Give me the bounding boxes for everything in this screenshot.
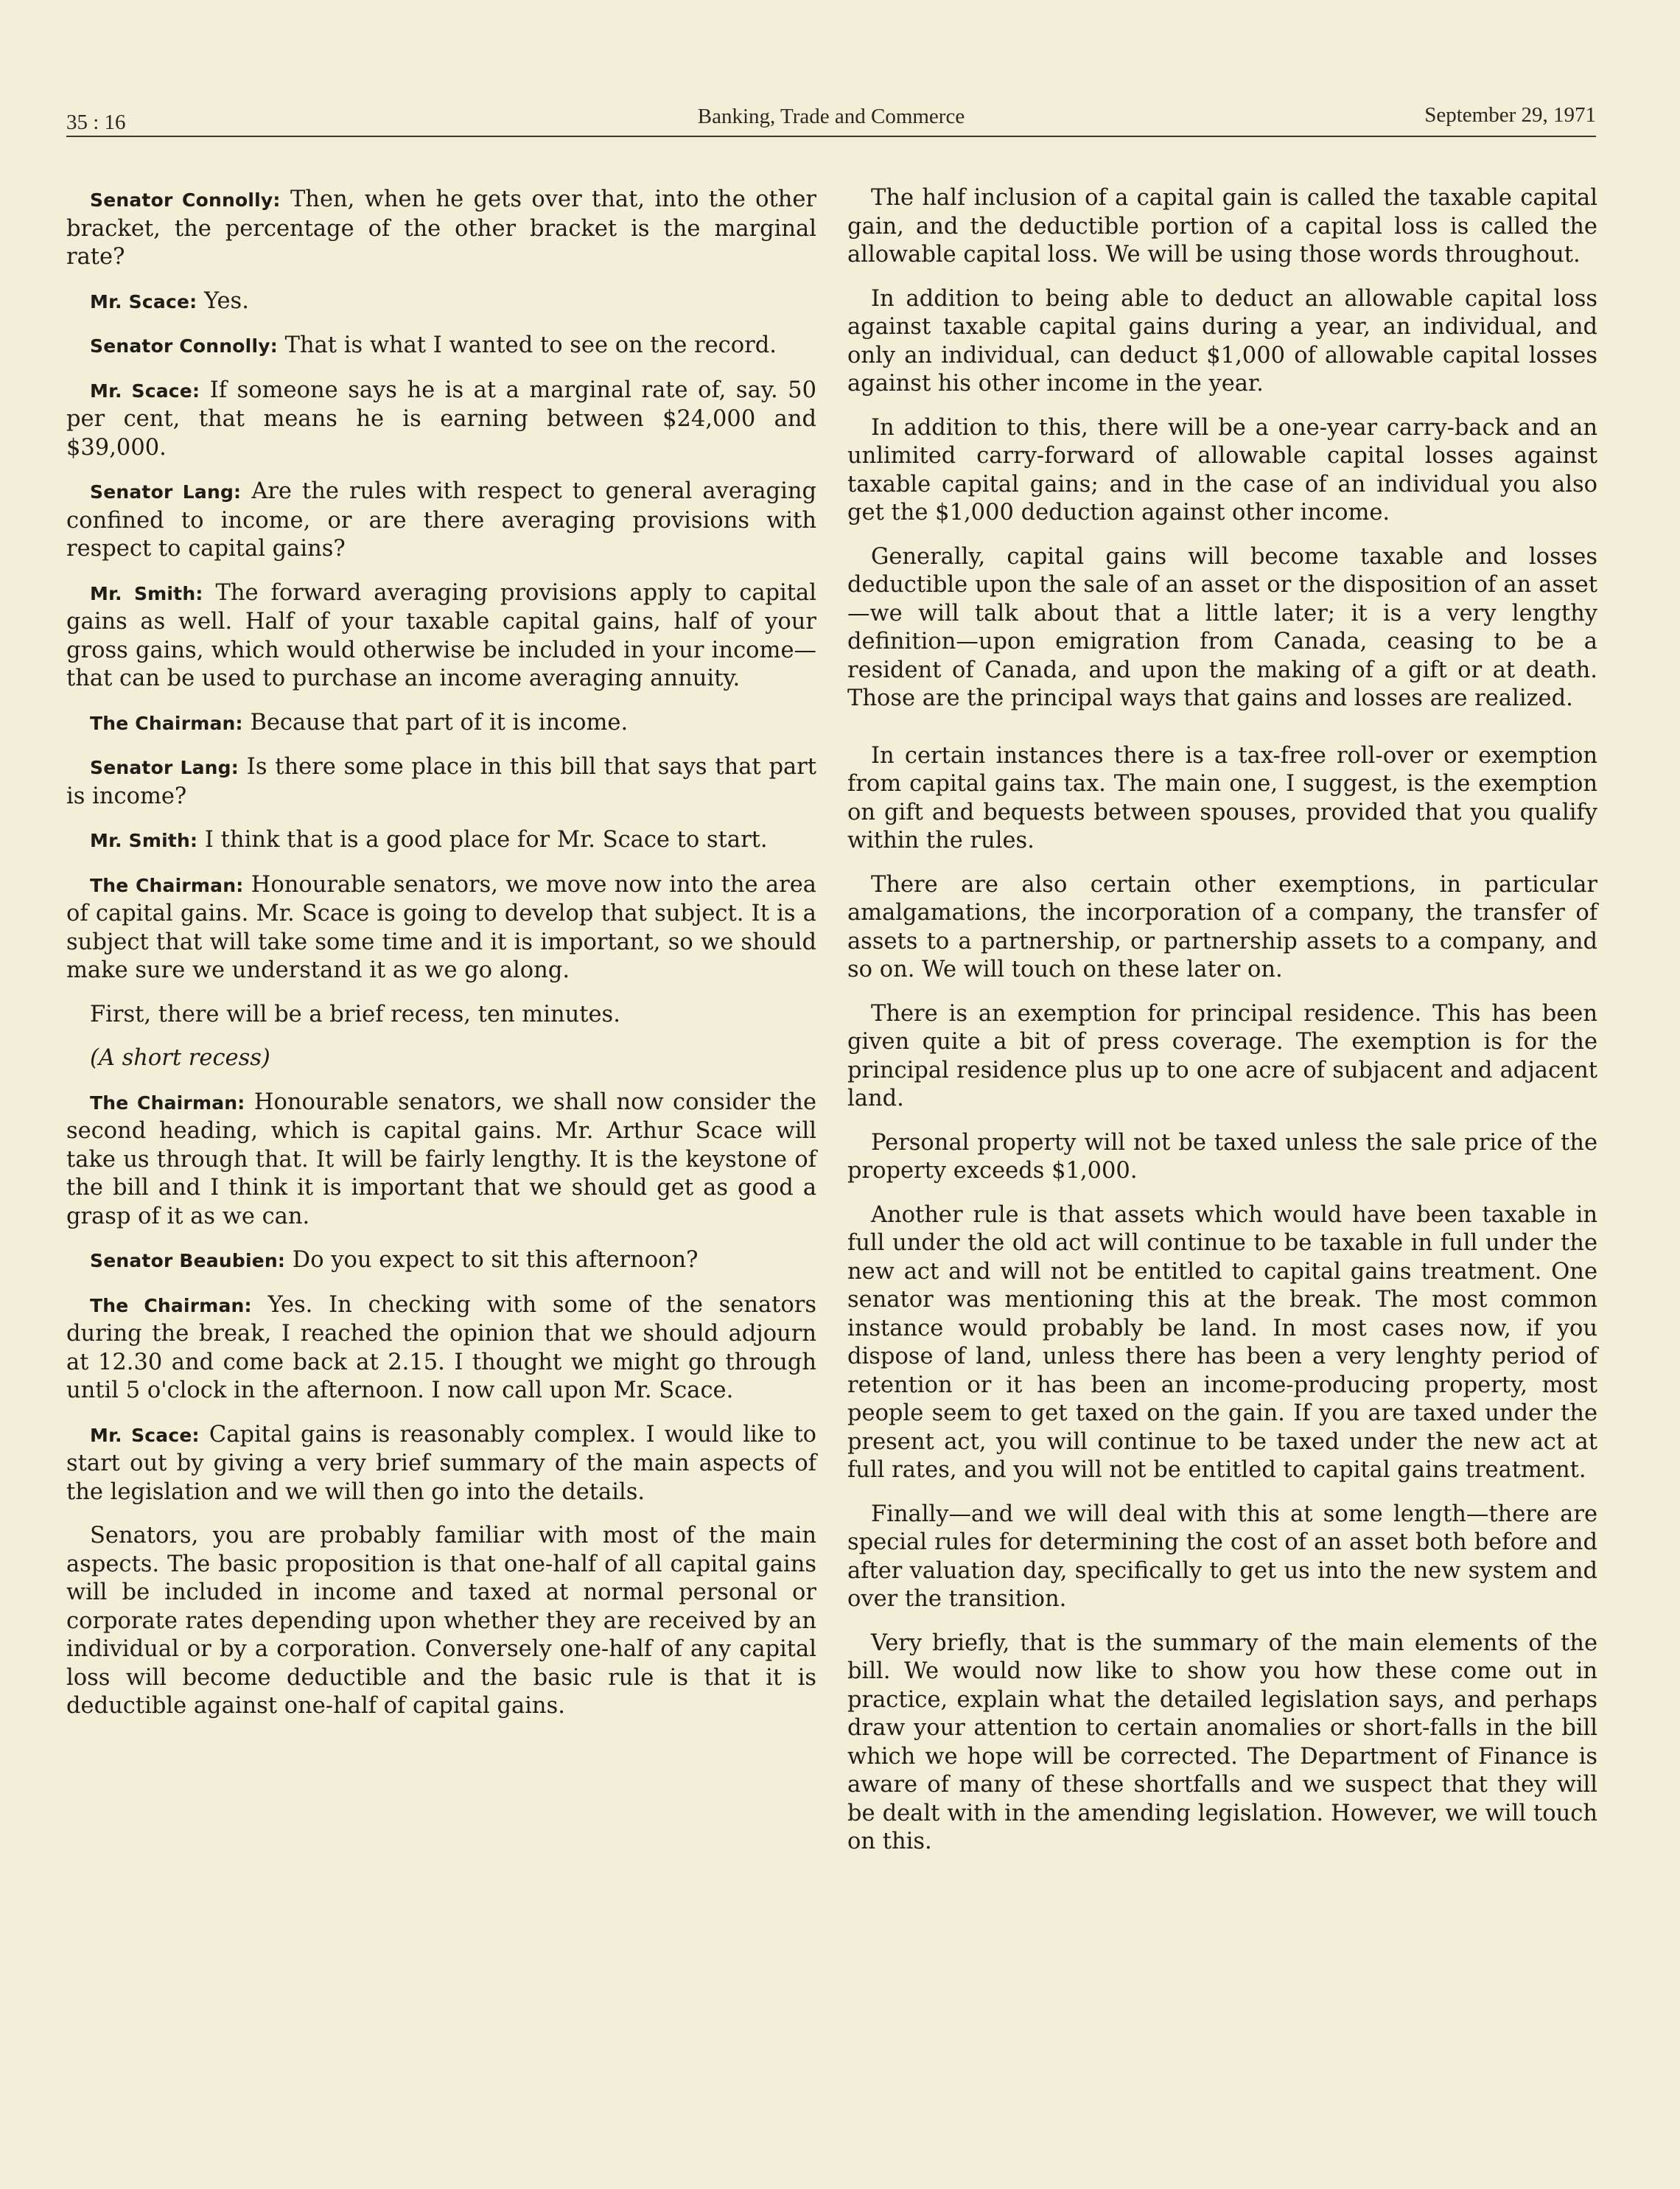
paragraph-text: Another rule is that assets which would have been taxable in full under the old act will continue to be taxable in full under the new act and will not be entitled to capital gains treatment. One senator was mentioning this at the break. The most common instance would probably be land. In most cases now, if you dispose of land, unless there has been a very lenghty period of retention or it has been an income-producing property, most people seem to get taxed on the gain. If you are taxed under the present act, you will continue to be taxed under the new act at full rates, and you will not be entitled to capital gains treatment. — [847, 1201, 1597, 1483]
paragraph-text: (A short recess) — [90, 1045, 270, 1071]
paragraph-text: I think that is a good place for Mr. Scace to start. — [204, 827, 768, 853]
paragraph-text: The forward averaging provisions apply to capital gains as well. Half of your taxable capital gains, half of your gross gains, which would otherwise be included in your income—that can be used to purchase an income averaging annuity. — [66, 579, 816, 691]
paragraph-text: Are the rules with respect to general averaging confined to income, or are there averaging provisions with respect to capital gains? — [66, 478, 817, 562]
transcript-paragraph — [66, 377, 816, 463]
speaker-name: Senator Lang: — [90, 757, 239, 778]
speaker-name: The Chairman: — [90, 712, 243, 734]
transcript-paragraph — [847, 285, 1597, 399]
speaker-name: The Chairman: — [90, 1294, 252, 1316]
transcript-paragraph — [66, 1522, 816, 1721]
paragraph-text: Personal property will not be taxed unless the sale price of the property exceeds $1,000. — [847, 1129, 1597, 1184]
transcript-paragraph — [66, 1044, 816, 1073]
paragraph-text: Then, when he gets over that, into the other bracket, the percentage of the other bracket is the marginal rate? — [66, 186, 817, 270]
right-column — [847, 184, 1597, 1872]
transcript-paragraph — [66, 287, 816, 317]
running-title: Banking, Trade and Commerce — [697, 105, 965, 128]
header-rule — [66, 136, 1596, 137]
paragraph-text: Yes. In checking with some of the senators during the break, I reached the opinion that we should adjourn at 12.30 and come back at 2.15. I thought we might go through until 5 o'clock in the afternoon. I now call upon Mr. Scace. — [66, 1291, 816, 1403]
page-header — [66, 105, 1596, 137]
transcript-paragraph — [66, 1291, 816, 1406]
header-date: September 29, 1971 — [1424, 103, 1596, 127]
speaker-name: Senator Connolly: — [90, 335, 278, 357]
paragraph-text: First, there will be a brief recess, ten minutes. — [90, 1001, 620, 1027]
transcript-paragraph — [847, 742, 1597, 856]
paragraph-text: In addition to being able to deduct an allowable capital loss against taxable capital gains during a year, an individual, and only an individual, can deduct $1,000 of allowable capital losses against his other income in the year. — [847, 285, 1597, 397]
transcript-paragraph — [847, 1501, 1597, 1614]
left-column — [66, 186, 816, 1736]
transcript-paragraph — [66, 1089, 816, 1232]
paragraph-text: The half inclusion of a capital gain is called the taxable capital gain, and the deductible portion of a capital loss is called the allowable capital loss. We will be using those words throughout. — [847, 185, 1597, 268]
transcript-paragraph — [847, 184, 1597, 270]
paragraph-text: In certain instances there is a tax-free roll-over or exemption from capital gains tax. The main one, I suggest, is the exemption on gift and bequests between spouses, provided that you qualify within the rules. — [847, 742, 1597, 853]
speaker-name: Senator Lang: — [90, 481, 242, 503]
speaker-name: Senator Connolly: — [90, 189, 281, 211]
transcript-paragraph — [847, 414, 1597, 528]
speaker-name: Mr. Smith: — [90, 582, 203, 604]
transcript-paragraph — [847, 1630, 1597, 1857]
transcript-paragraph — [66, 1001, 816, 1030]
transcript-paragraph — [66, 1246, 816, 1276]
transcript-paragraph — [66, 332, 816, 361]
speaker-name: The Chairman: — [90, 874, 244, 896]
transcript-paragraph — [66, 478, 816, 564]
transcript-paragraph — [66, 753, 816, 811]
paragraph-text: Capital gains is reasonably complex. I would like to start out by giving a very brief summary of the main aspects of the legislation and we will then go into the details. — [66, 1421, 817, 1505]
transcript-paragraph — [66, 871, 816, 985]
transcript-paragraph — [66, 579, 816, 694]
paragraph-text: There are also certain other exemptions, in particular amalgamations, the incorporation of a company, the transfer of assets to a partnership, or partnership assets to a company, and so on. We will touch on these later on. — [847, 871, 1597, 982]
paragraph-text: Finally—and we will deal with this at some length—there are special rules for determining the cost of an asset both before and after valuation day, specifically to get us into the new system and over the transition. — [847, 1501, 1597, 1612]
speaker-name: Senator Beaubien: — [90, 1250, 286, 1271]
paragraph-text: If someone says he is at a marginal rate of, say. 50 per cent, that means he is earning between $24,000 and $39,000. — [66, 377, 816, 461]
speaker-name: Mr. Scace: — [90, 1424, 200, 1446]
paragraph-text: In addition to this, there will be a one-year carry-back and an unlimited carry-forward of allowable capital losses against taxable capital gains; and in the case of an individual you also get the $1,000 deduction against other income. — [847, 414, 1597, 526]
transcript-paragraph — [847, 543, 1597, 713]
transcript-paragraph — [847, 1201, 1597, 1485]
paragraph-text: Is there some place in this bill that says that part is income? — [66, 754, 816, 809]
transcript-paragraph — [66, 186, 816, 272]
transcript-paragraph — [66, 1421, 816, 1507]
transcript-paragraph — [847, 1000, 1597, 1114]
speaker-name: Mr. Smith: — [90, 830, 198, 851]
paragraph-text: Do you expect to sit this afternoon? — [292, 1247, 699, 1273]
page-number: 35 : 16 — [66, 111, 126, 134]
speaker-name: Mr. Scace: — [90, 290, 197, 313]
transcript-paragraph — [66, 826, 816, 856]
speaker-name: Mr. Scace: — [90, 380, 200, 402]
transcript-paragraph — [847, 1129, 1597, 1186]
paragraph-text: Honourable senators, we shall now consider the second heading, which is capital gains. Mr. Arthur Scace will take us through that. It will be fairly lengthy. It is the keystone of the bill and I think it is important that we should get as good a grasp of it as we can. — [66, 1089, 816, 1229]
paragraph-text: That is what I wanted to see on the record. — [284, 332, 777, 358]
paragraph-text: Generally, capital gains will become taxable and losses deductible upon the sale of an asset or the disposition of an asset—we will talk about that a little later; it is a very lengthy definition—upon emigration from Canada, ceasing to be a resident of Canada, and upon the making of a gift or at death. Those are the principal ways that gains and losses are realized. — [847, 543, 1597, 711]
paragraph-text: Honourable senators, we move now into the area of capital gains. Mr. Scace is going to develop that subject. It is a subject that will take some time and it is important, so we should make sure we understand it as we go along. — [66, 871, 816, 983]
paragraph-text: Because that part of it is income. — [250, 709, 629, 736]
transcript-paragraph — [66, 709, 816, 739]
paragraph-text: Yes. — [204, 287, 249, 314]
paragraph-text: There is an exemption for principal residence. This has been given quite a bit of press coverage. The exemption is for the principal residence plus up to one acre of subjacent and adjacent land. — [847, 1000, 1597, 1111]
speaker-name: The Chairman: — [90, 1092, 245, 1114]
paragraph-text: Senators, you are probably familiar with most of the main aspects. The basic proposition is that one-half of all capital gains will be included in income and taxed at normal personal or corporate rates depending upon whether they are received by an individual or by a corporation. Conversely one-half of any capital loss will become deductible and the basic rule is that it is deductible against one-half of capital gains. — [66, 1523, 816, 1719]
transcript-paragraph — [847, 871, 1597, 985]
paragraph-text: Very briefly, that is the summary of the main elements of the bill. We would now like to show you how these come out in practice, explain what the detailed legislation says, and perhaps draw your attention to certain anomalies or short-falls in the bill which we hope will be corrected. The Department of Finance is aware of many of these shortfalls and we suspect that they will be dealt with in the amending legislation. However, we will touch on this. — [847, 1630, 1597, 1854]
paragraph-gap — [847, 729, 1597, 742]
